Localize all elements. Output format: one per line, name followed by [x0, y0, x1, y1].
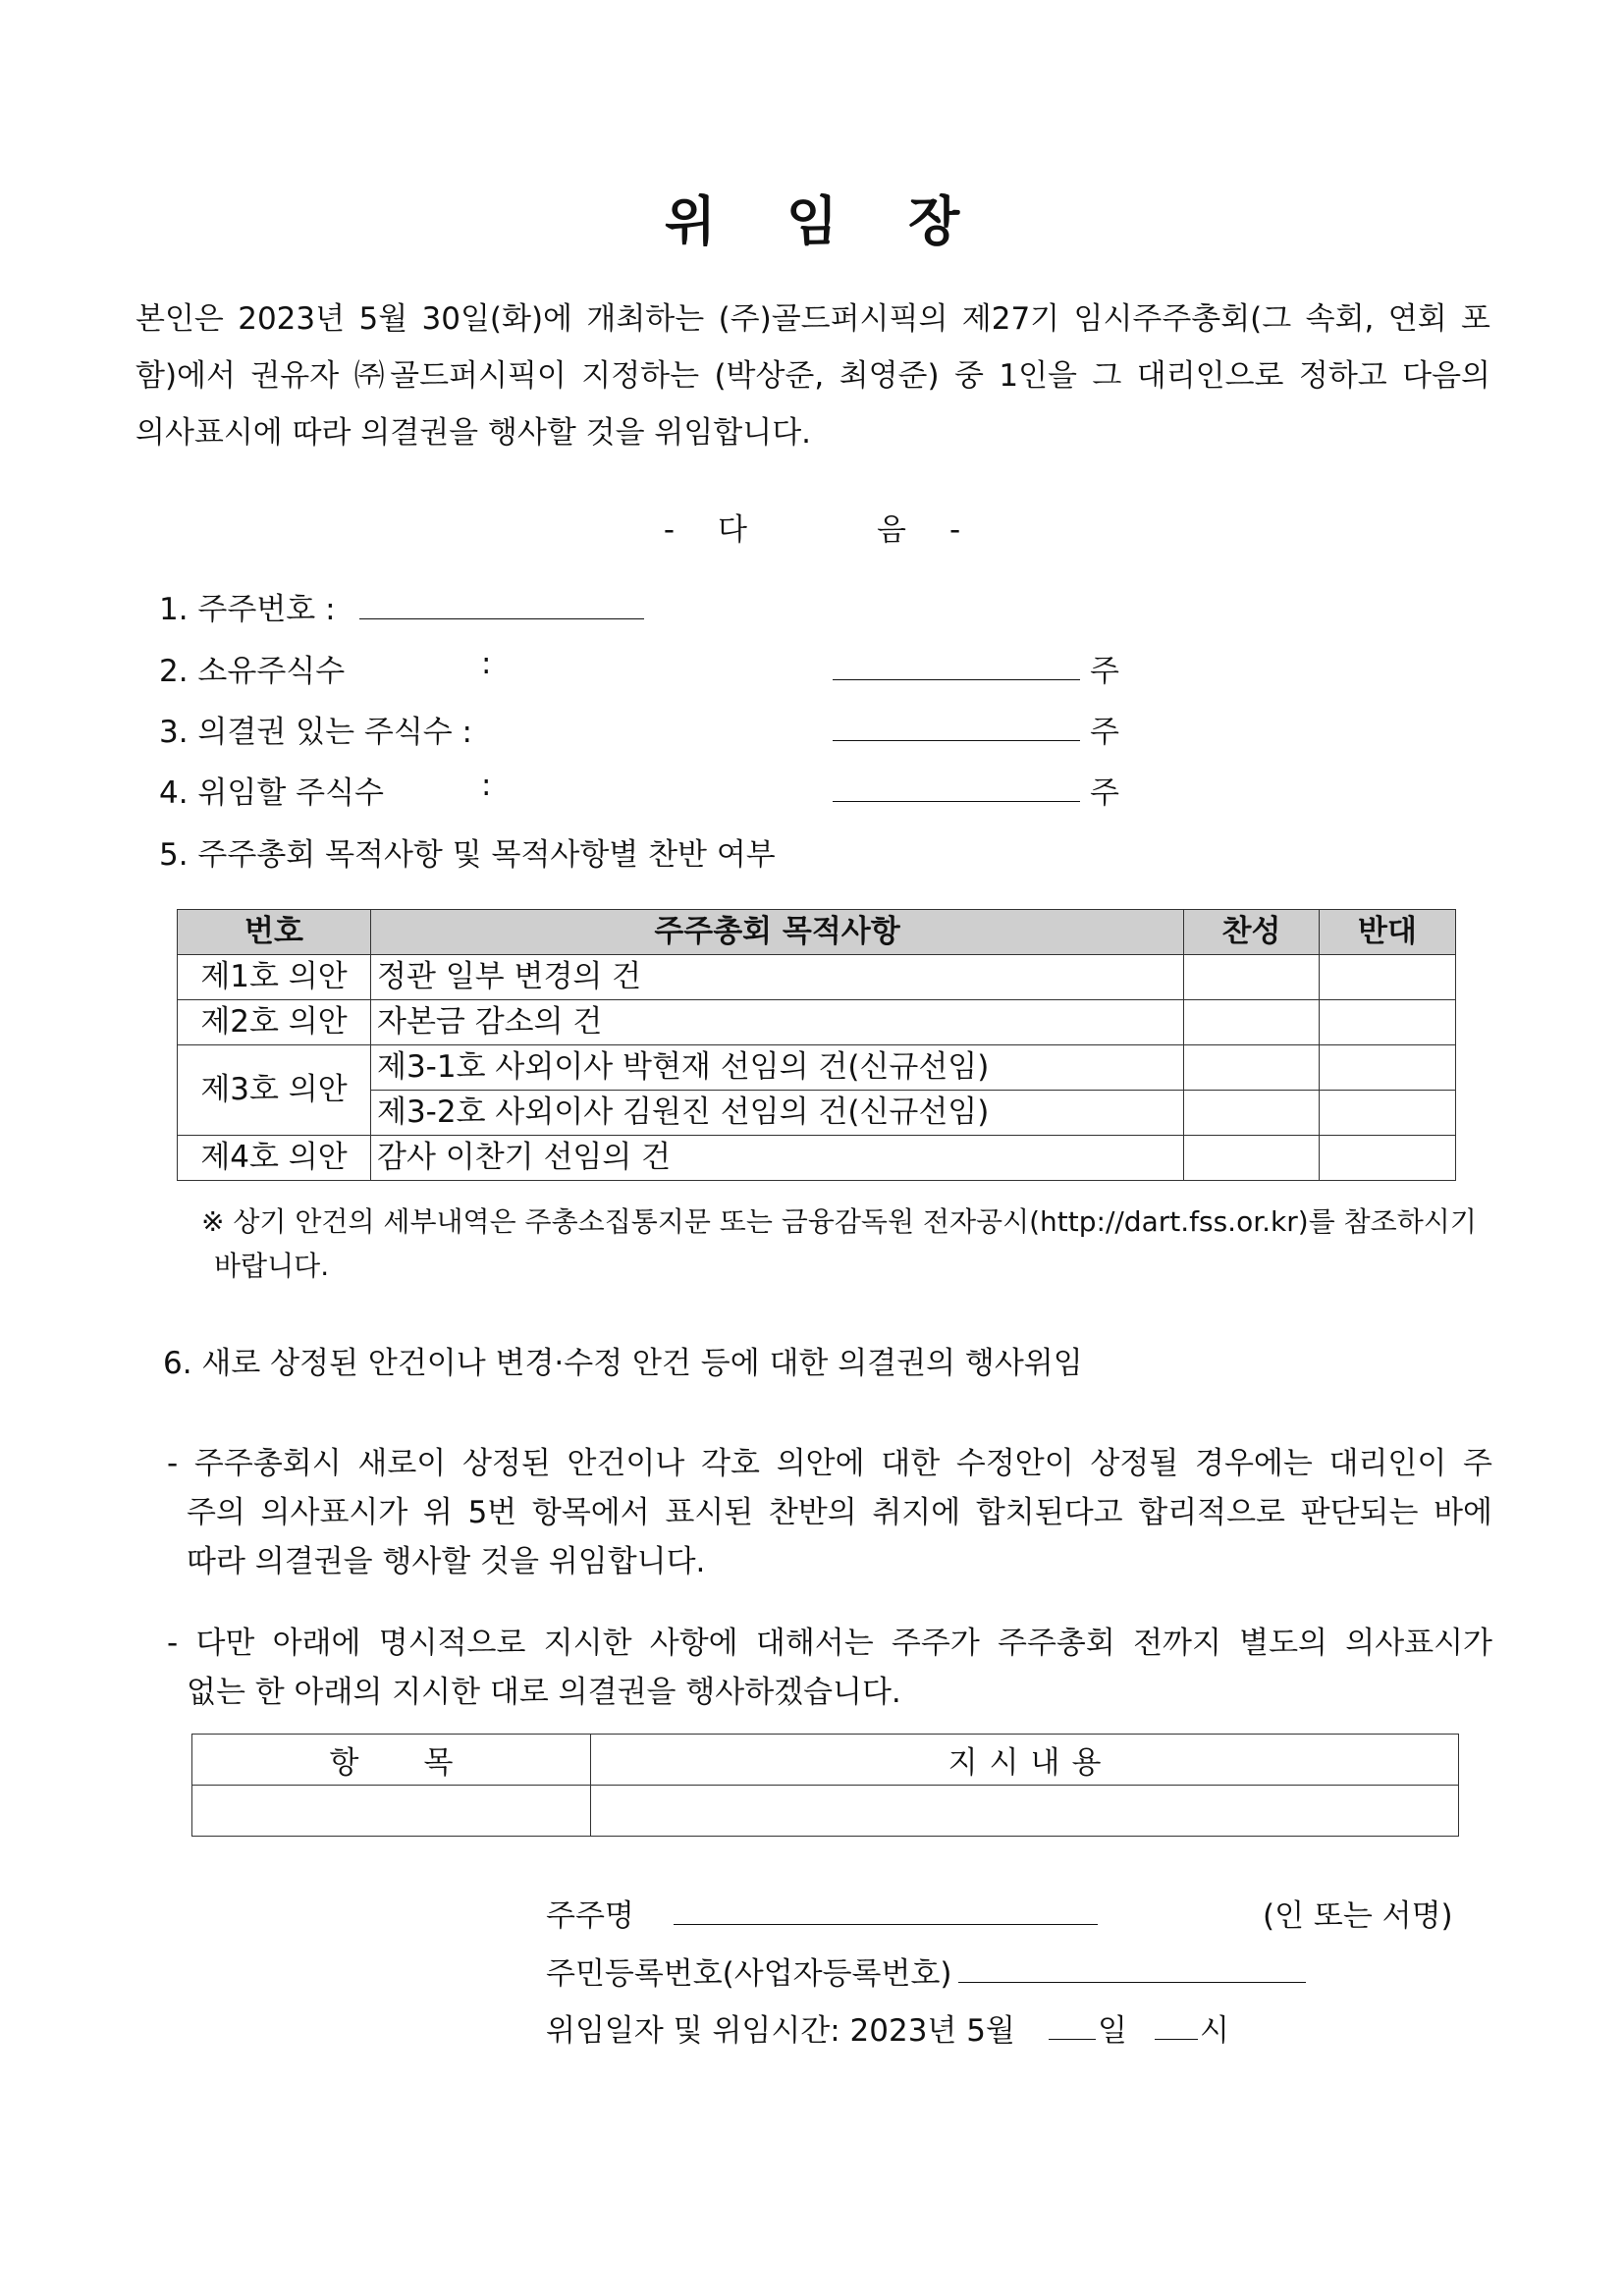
table-row [178, 1136, 1456, 1181]
table-row [178, 1045, 1456, 1091]
section6-para-1 [167, 1439, 1492, 1586]
instruction-header-content [591, 1735, 1459, 1786]
seal-or-signature-label: (인 또는 서명) [1263, 1898, 1453, 1934]
delegation-datetime-label: 위임일자 및 위임시간: 2023년 5월 [546, 2013, 1015, 2049]
agenda-note-line-1: ※ 상기 안건의 세부내역은 주총소집통지문 또는 금융감독원 전자공시(http://dart.fss.or.kr)를 참조하시기 [201, 1205, 1477, 1238]
shareholder-name-blank[interactable] [674, 1924, 1098, 1925]
agenda-item: 감사 이찬기 선임의 건 [371, 1136, 1184, 1181]
intro-line-2: 함)에서 권유자 ㈜골드퍼시픽이 지정하는 (박상준, 최영준) 중 1인을 그 대리인으로 정하고 다음의 [135, 358, 1490, 394]
section6-para2-line-1: - 다만 아래에 명시적으로 지시한 사항에 대해서는 주주가 주주총회 전까지 별도의 의사표시가 [167, 1626, 1492, 1661]
agenda-item: 제3-2호 사외이사 김원진 선임의 건(신규선임) [371, 1091, 1184, 1136]
table-row [192, 1786, 1459, 1837]
agenda-header-row [178, 910, 1456, 955]
field-owned-shares-unit: 주 [1090, 654, 1119, 689]
agenda-for-cell[interactable] [1184, 1045, 1320, 1091]
agenda-header-against: 반대 [1320, 910, 1456, 955]
agenda-no: 제2호 의안 [178, 1000, 371, 1045]
agenda-item: 정관 일부 변경의 건 [371, 955, 1184, 1000]
instruction-item-cell[interactable] [192, 1786, 591, 1837]
agenda-table [177, 909, 1456, 1181]
agenda-note-line-2: 바랍니다. [214, 1250, 330, 1282]
instruction-header-row [192, 1735, 1459, 1786]
agenda-item: 자본금 감소의 건 [371, 1000, 1184, 1045]
instruction-table [191, 1734, 1459, 1837]
field-delegated-shares-blank[interactable] [833, 801, 1080, 802]
section6-para-2 [167, 1619, 1492, 1717]
instruction-header-content-char: 내 [1030, 1745, 1060, 1781]
document-title [0, 180, 1624, 255]
agenda-against-cell[interactable] [1320, 1136, 1456, 1181]
intro-line-3: 의사표시에 따라 의결권을 행사할 것을 위임합니다. [135, 415, 811, 451]
agenda-for-cell[interactable] [1184, 1091, 1320, 1136]
agenda-header-for: 찬성 [1184, 910, 1320, 955]
agenda-no: 제4호 의안 [178, 1136, 371, 1181]
section6-title: 6. 새로 상정된 안건이나 변경·수정 안건 등에 대한 의결권의 행사위임 [163, 1346, 1083, 1381]
title-char-1: 위 [664, 190, 716, 252]
field-agenda-heading: 5. 주주총회 목적사항 및 목적사항별 찬반 여부 [159, 837, 776, 873]
field-voting-shares-label: 3. 의결권 있는 주식수 : [159, 715, 473, 750]
instruction-header-content-char: 지 [947, 1745, 978, 1781]
agenda-for-cell[interactable] [1184, 1000, 1320, 1045]
registration-number-blank[interactable] [958, 1982, 1306, 1983]
table-row [178, 955, 1456, 1000]
agenda-against-cell[interactable] [1320, 1045, 1456, 1091]
field-voting-shares-unit: 주 [1090, 715, 1119, 750]
next-char-1: 다 [718, 512, 747, 548]
field-shareholder-number-label: 1. 주주번호 : [159, 592, 336, 627]
field-voting-shares-blank[interactable] [833, 740, 1080, 741]
registration-number-label: 주민등록번호(사업자등록번호) [546, 1956, 952, 1992]
section6-para1-line-1: - 주주총회시 새로이 상정된 안건이나 각호 의안에 대한 수정안이 상정될 경우에는 대리인이 주 [167, 1446, 1492, 1481]
next-dash-left: - [663, 512, 676, 548]
instruction-header-item-char: 항 [329, 1745, 359, 1781]
delegation-hour-unit: 시 [1200, 2013, 1229, 2049]
section6-para1-line-3: 따라 의결권을 행사할 것을 위임합니다. [187, 1544, 706, 1579]
agenda-header-item: 주주총회 목적사항 [371, 910, 1184, 955]
section6-para2-line-2: 없는 한 아래의 지시한 대로 의결권을 행사하겠습니다. [187, 1675, 901, 1710]
table-row [178, 1000, 1456, 1045]
agenda-against-cell[interactable] [1320, 1091, 1456, 1136]
delegation-day-unit: 일 [1098, 2013, 1127, 2049]
agenda-no: 제3호 의안 [178, 1045, 371, 1136]
field-shareholder-number-blank[interactable] [359, 618, 644, 619]
instruction-header-item [192, 1735, 591, 1786]
instruction-content-cell[interactable] [591, 1786, 1459, 1837]
agenda-for-cell[interactable] [1184, 955, 1320, 1000]
intro-paragraph [135, 291, 1490, 461]
field-delegated-shares-label: 4. 위임할 주식수 [159, 775, 384, 811]
field-owned-shares-label: 2. 소유주식수 [159, 654, 346, 689]
section6-para1-line-2: 주의 의사표시가 위 5번 항목에서 표시된 찬반의 취지에 합치된다고 합리적으로 판단되는 바에 [187, 1495, 1492, 1530]
next-char-2: 음 [877, 512, 906, 548]
shareholder-name-label: 주주명 [546, 1898, 634, 1934]
field-owned-shares-blank[interactable] [833, 679, 1080, 680]
agenda-header-no: 번호 [178, 910, 371, 955]
instruction-header-content-char: 시 [989, 1745, 1019, 1781]
title-char-3: 장 [908, 190, 960, 252]
field-delegated-shares-colon: : [481, 768, 492, 803]
delegation-day-blank[interactable] [1049, 2039, 1096, 2040]
agenda-against-cell[interactable] [1320, 1000, 1456, 1045]
field-delegated-shares-unit: 주 [1090, 775, 1119, 811]
instruction-header-item-char: 목 [423, 1745, 454, 1781]
agenda-no: 제1호 의안 [178, 955, 371, 1000]
title-char-2: 임 [785, 190, 839, 252]
next-dash-right: - [948, 512, 961, 548]
agenda-for-cell[interactable] [1184, 1136, 1320, 1181]
instruction-header-content-char: 용 [1071, 1745, 1102, 1781]
next-heading [0, 505, 1624, 549]
field-owned-shares-colon: : [481, 646, 492, 681]
delegation-hour-blank[interactable] [1155, 2039, 1198, 2040]
intro-line-1: 본인은 2023년 5월 30일(화)에 개최하는 (주)골드퍼시픽의 제27기 임시주주총회(그 속회, 연회 포 [135, 301, 1490, 337]
agenda-against-cell[interactable] [1320, 955, 1456, 1000]
agenda-item: 제3-1호 사외이사 박현재 선임의 건(신규선임) [371, 1045, 1184, 1091]
